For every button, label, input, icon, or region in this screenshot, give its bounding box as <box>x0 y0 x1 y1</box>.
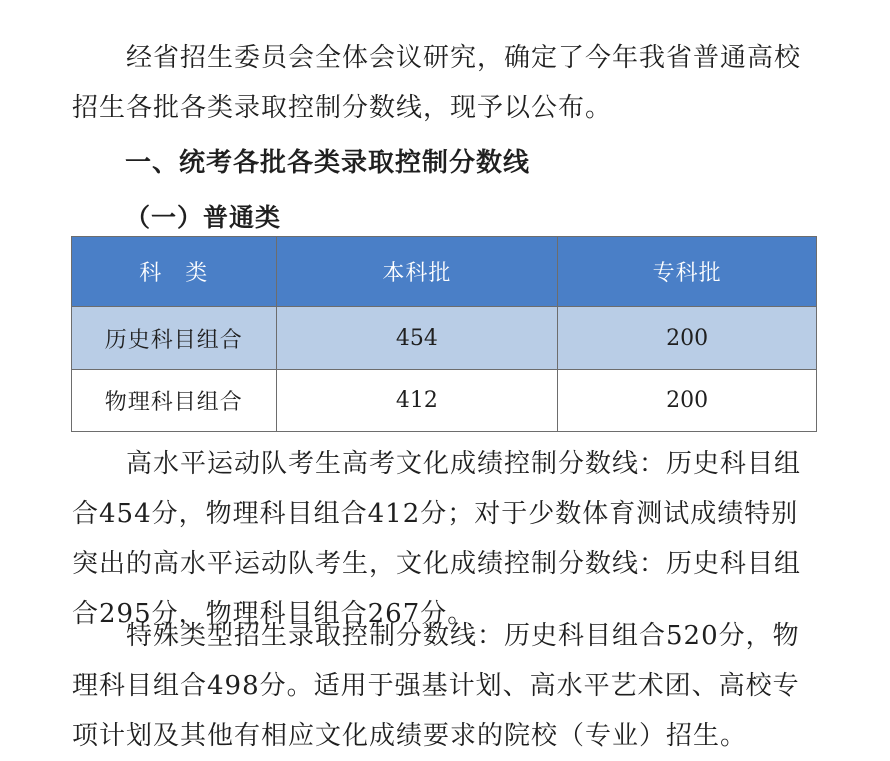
table-row-physics <box>72 370 817 432</box>
row-junior-college-score: 200 <box>558 307 817 370</box>
row-category: 历史科目组合 <box>72 307 277 370</box>
row-category: 物理科目组合 <box>72 370 277 432</box>
score-table <box>71 236 817 432</box>
header-junior-college: 专科批 <box>558 237 817 307</box>
table-header-row <box>72 237 817 307</box>
row-undergrad-score: 454 <box>276 307 558 370</box>
intro-paragraph: 经省招生委员会全体会议研究，确定了今年我省普通高校招生各批各类录取控制分数线，现予以公布。 <box>72 43 802 123</box>
header-undergrad: 本科批 <box>276 237 558 307</box>
table-row-history <box>72 307 817 370</box>
sports-team-paragraph: 高水平运动队考生高考文化成绩控制分数线：历史科目组合454分，物理科目组合412分；对于少数体育测试成绩特别突出的高水平运动队考生，文化成绩控制分数线：历史科目组合295分，物理科目组合267分。 <box>72 449 802 629</box>
row-undergrad-score: 412 <box>276 370 558 432</box>
section-heading: 一、统考各批各类录取控制分数线 <box>125 148 531 178</box>
special-admission-paragraph: 特殊类型招生录取控制分数线：历史科目组合520分，物理科目组合498分。适用于强基计划、高水平艺术团、高校专项计划及其他有相应文化成绩要求的院校（专业）招生。 <box>72 621 800 751</box>
row-junior-college-score: 200 <box>558 370 817 432</box>
sub-heading: （一）普通类 <box>125 203 282 232</box>
header-category: 科 类 <box>72 237 277 307</box>
